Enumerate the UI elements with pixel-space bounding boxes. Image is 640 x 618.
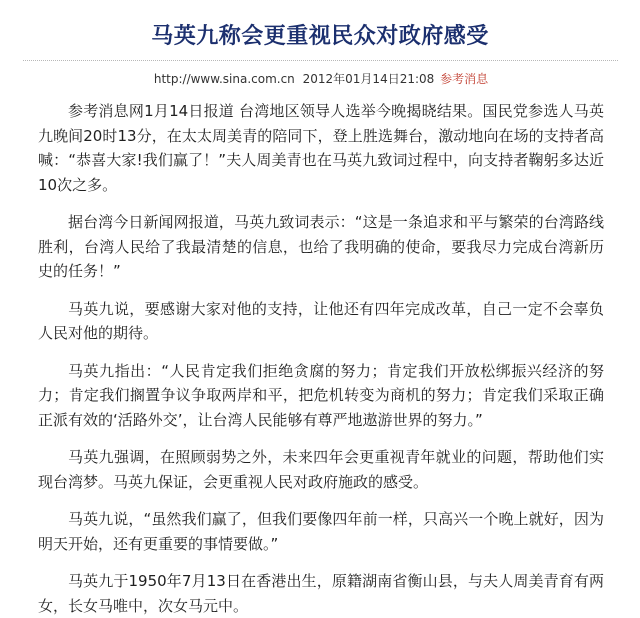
article-paragraph: 马英九于1950年7月13日在香港出生，原籍湖南省衡山县，与夫人周美青育有两女，长女马唯中，次女马元中。 (38, 572, 604, 615)
source-link[interactable]: 参考消息 (440, 72, 489, 86)
article-paragraph: 马英九说，要感谢大家对他的支持，让他还有四年完成改革，自己一定不会辜负人民对他的期待。 (38, 299, 604, 342)
source-url: http://www.sina.com.cn (153, 72, 295, 86)
article-meta (0, 71, 640, 87)
article-body (0, 99, 640, 618)
article-paragraph: 参考消息网1月14日报道 台湾地区领导人选举今晚揭晓结果。国民党参选人马英九晚间20时13分，在太太周美青的陪同下，登上胜选舞台，激动地向在场的支持者高喊：“恭喜大家!我们赢了！”夫人周美青也在马英九致词过程中，向支持者鞠躬多达近10次之多。 (38, 102, 604, 194)
article-title: 马英九称会更重视民众对政府感受 (151, 24, 489, 49)
title-divider (23, 60, 618, 61)
article-paragraph: 马英九强调，在照顾弱势之外，未来四年会更重视青年就业的问题，帮助他们实现台湾梦。马英九保证，会更重视人民对政府施政的感受。 (38, 448, 604, 491)
article-paragraph: 马英九说，“虽然我们赢了，但我们要像四年前一样，只高兴一个晚上就好，因为明天开始，还有更重要的事情要做。” (38, 510, 604, 553)
article-paragraph: 据台湾今日新闻网报道，马英九致词表示：“这是一条追求和平与繁荣的台湾路线胜利，台湾人民给了我最清楚的信息，也给了我明确的使命，要我尽力完成台湾新历史的任务！” (38, 213, 604, 280)
article-paragraph: 马英九指出：“人民肯定我们拒绝贪腐的努力；肯定我们开放松绑振兴经济的努力；肯定我们搁置争议争取两岸和平，把危机转变为商机的努力；肯定我们采取正确正派有效的‘活路外交’，让台湾人民能够有尊严地遨游世界的努力。” (38, 361, 604, 429)
publish-datetime: 2012年01月14日21:08 (302, 72, 435, 86)
